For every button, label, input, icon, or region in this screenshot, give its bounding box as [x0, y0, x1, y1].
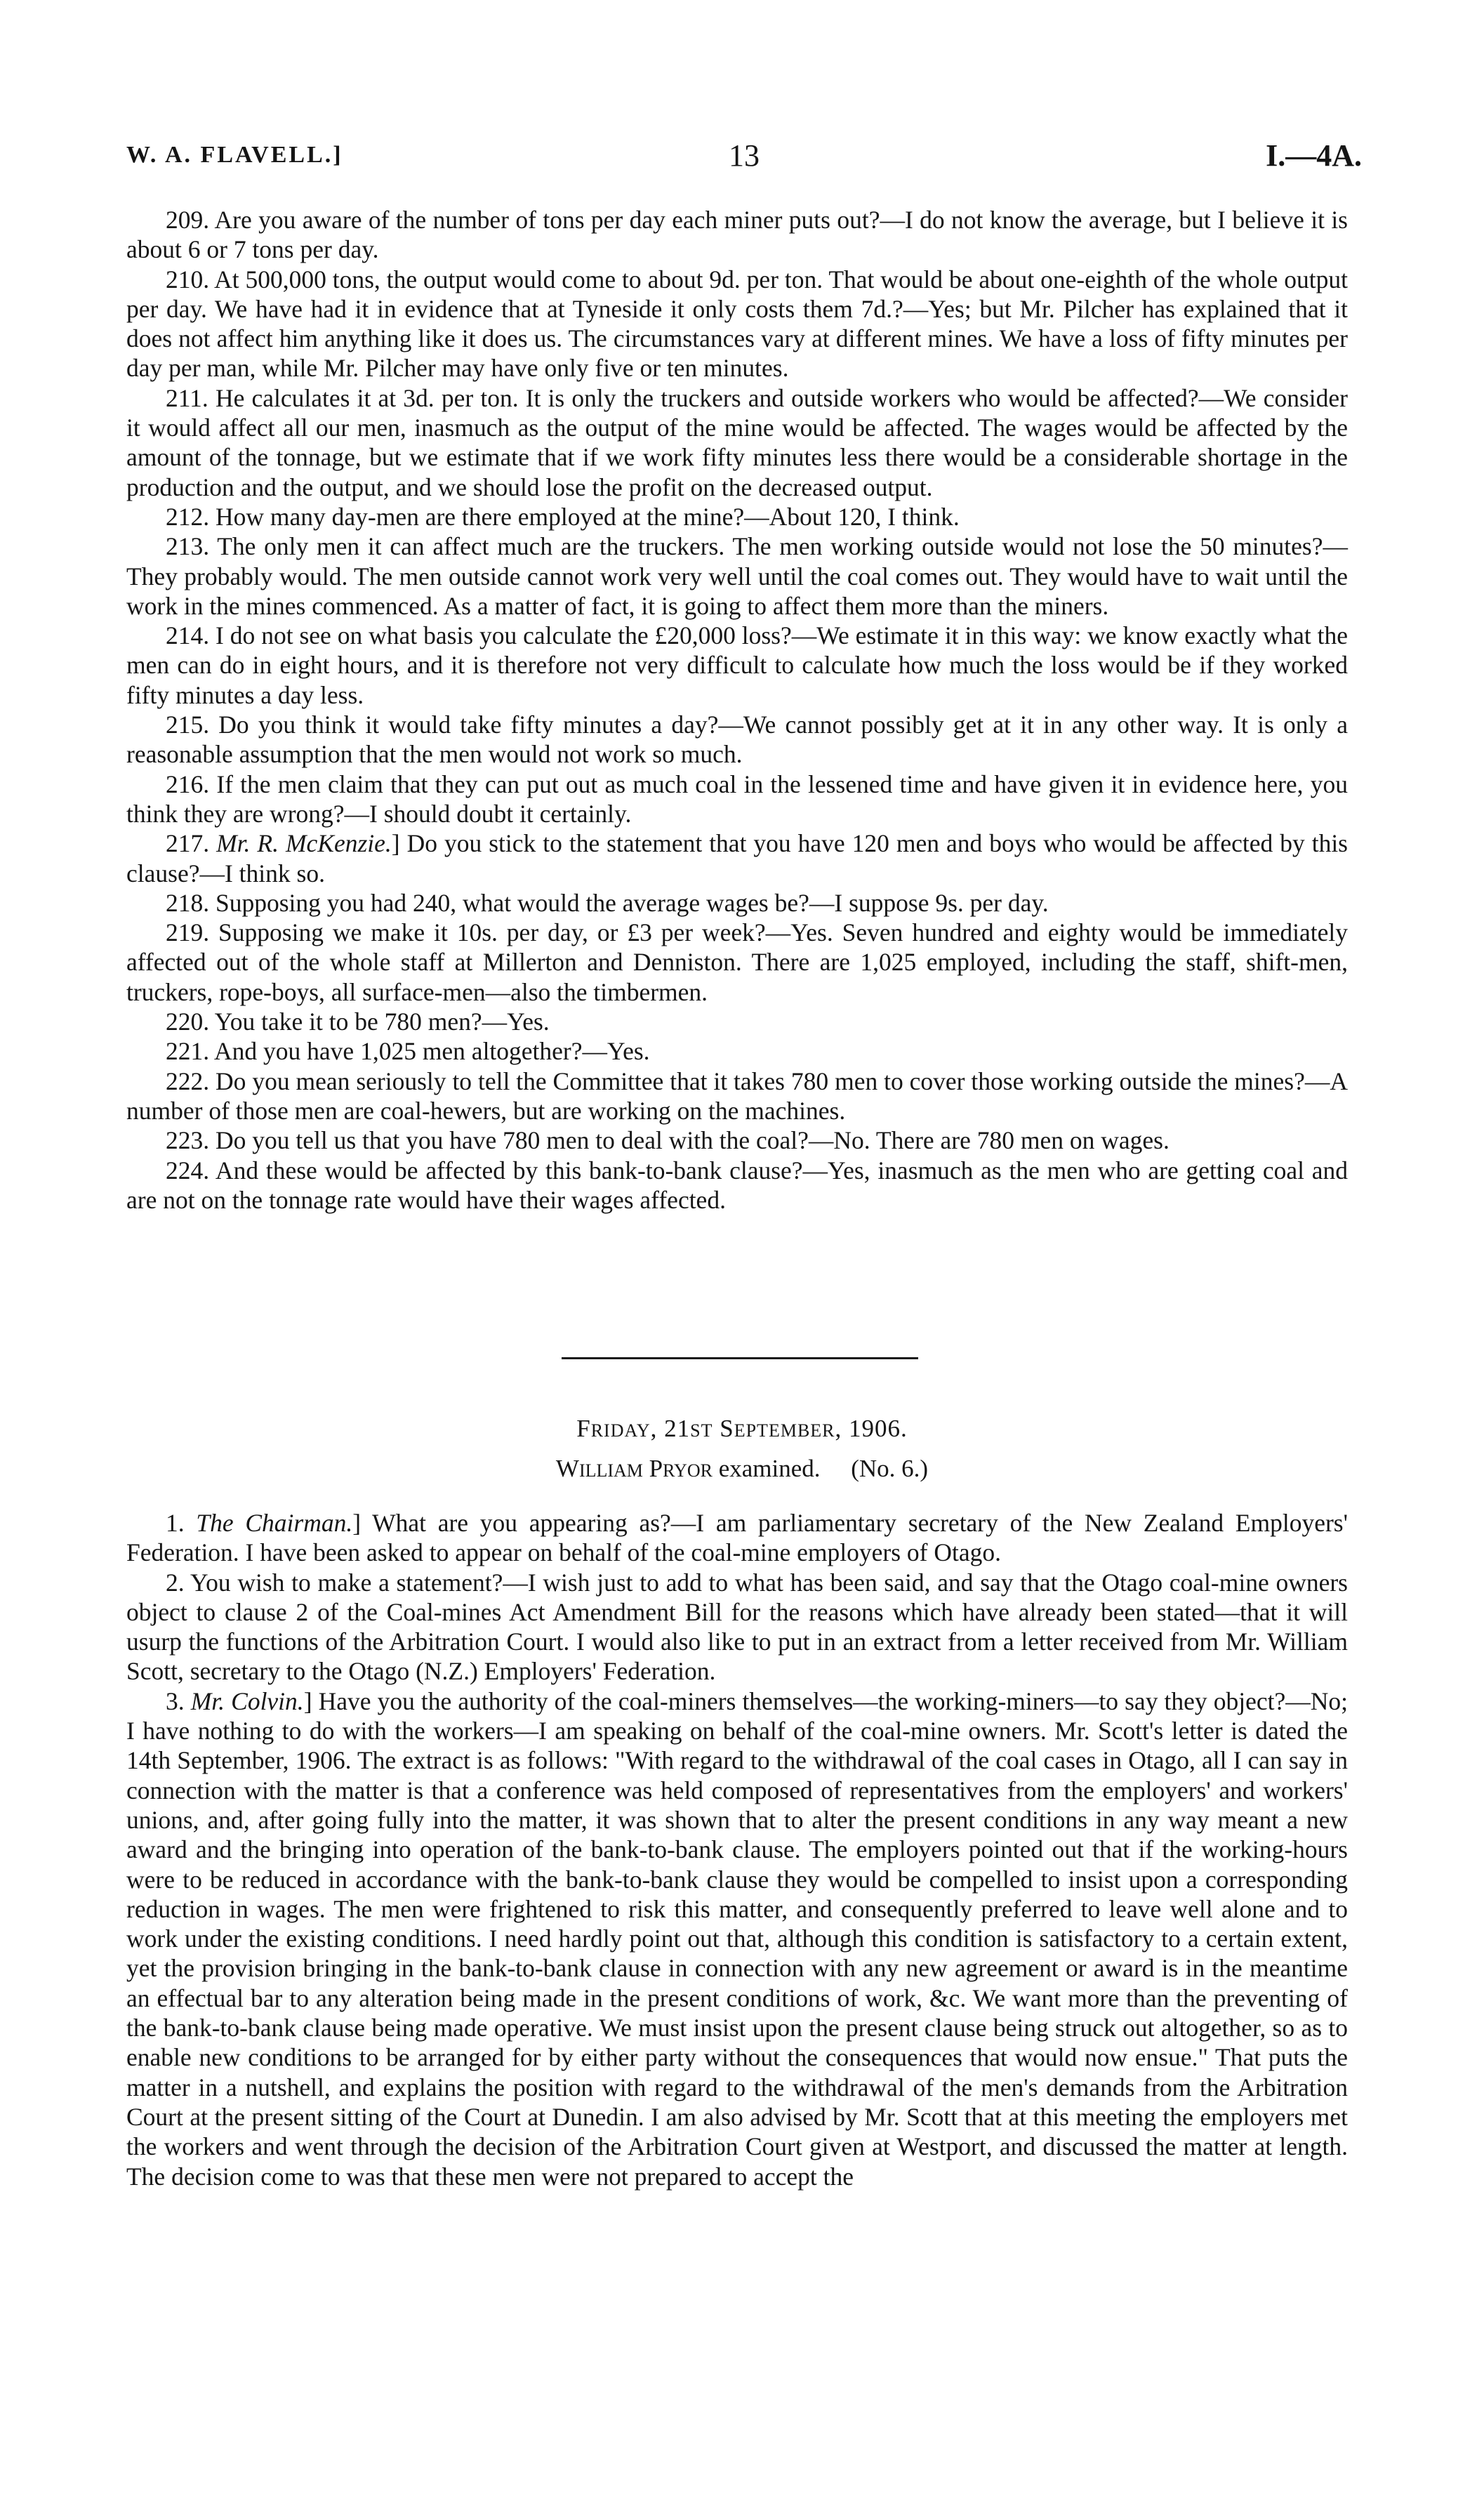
question-215: 215. Do you think it would take fifty minutes a day?—We cannot possibly get at it in any other way. It is only a reasonable assumption that the men would not work so much.: [126, 711, 1348, 769]
question-210: 210. At 500,000 tons, the output would come to about 9d. per ton. That would be about one-eighth of the whole output per day. We have had it in evidence that at Tyneside it only costs them 7d.?—Yes; but Mr. Pilcher has explained that it does not affect him anything like it does us. The circumstances vary at different mines. We have a loss of fifty minutes per day per man, while Mr. Pilcher may have only five or ten minutes.: [126, 265, 1348, 383]
speaker-name: Mr. Colvin.: [190, 1686, 304, 1715]
section-divider: [562, 1357, 918, 1359]
question-218: 218. Supposing you had 240, what would the average wages be?—I suppose 9s. per day.: [166, 888, 1049, 917]
question-219: 219. Supposing we make it 10s. per day, or £3 per week?—Yes. Seven hundred and eighty would be immediately affected out of the whole staff at Millerton and Denniston. There are 1,025 employed, including the staff, shift-men, truckers, rope-boys, all surface-men—also the timbermen.: [126, 918, 1348, 1006]
question-2: 2. You wish to make a statement?—I wish just to add to what has been said, and say that the Otago coal-mine owners object to clause 2 of the Coal-mines Act Amendment Bill for the reasons which have already been stated—that it will usurp the functions of the Arbitration Court. I would also like to put in an extract from a letter received from Mr. William Scott, secretary to the Otago (N.Z.) Employers' Federation.: [126, 1568, 1348, 1686]
question-text: ] Have you the authority of the coal-miners themselves—the working-miners—to say they object?—No; I have nothing to do with the workers—I am speaking on behalf of the coal-mine owners. Mr. Scott's letter is dated the 14th September, 1906. The extract is as follows: "With regard to the withdrawal of the coal cases in Otago, all I can say in connection with the matter is that a conference was held composed of representatives from the employers' and workers' unions, and, after going fully into the matter, it was shown that to alter the present conditions in any way meant a new award and the bringing into operation of the bank-to-bank clause. The employers pointed out that if the working-hours were to be reduced in accordance with the bank-to-bank clause they would be compelled to insist upon a corresponding reduction in wages. The men were frightened to risk this matter, and consequently preferred to leave well alone and to work under the existing conditions. I need hardly point out that, although this condition is satisfactory to a certain extent, yet the provision bringing in the bank-to-bank clause in connection with any new agreement or award is in the meantime an effectual bar to any alteration being made in the present conditions of work, &c. We want more than the preventing of the bank-to-bank clause being made operative. We must insist upon the present clause being struck out altogether, so as to enable new conditions to be arranged for by either party without the consequences that would now ensue." That puts the matter in a nutshell, and explains the position with regard to the withdrawal of the men's demands from the Arbitration Court at the present sitting of the Court at Dunedin. I am also advised by Mr. Scott that at this meeting the employers met the workers and went through the decision of the Arbitration Court given at Westport, and discussed the matter at length. The decision come to was that these men were not prepared to accept the: [126, 1686, 1348, 2191]
date-part: EPTEMBER: [734, 1420, 835, 1441]
date-part: , 21: [650, 1415, 691, 1442]
question-220: 220. You take it to be 780 men?—Yes.: [166, 1008, 550, 1036]
question-221: 221. And you have 1,025 men altogether?—Yes.: [166, 1037, 650, 1066]
page-number: 13: [729, 138, 760, 173]
witness-part: examined. (No. 6.): [712, 1455, 929, 1482]
question-text: ] Do you stick to the statement that you have 120 men and boys who would be affected by this clause?—I think so.: [126, 829, 1348, 887]
question-1: [126, 1508, 1348, 1568]
question-number: 3.: [166, 1686, 191, 1715]
question-214: 214. I do not see on what basis you calculate the £20,000 loss?—We estimate it in this way: we know exactly what the men can do in eight hours, and it is therefore not very difficult to calculate how much the loss would be if they worked fifty minutes a day less.: [126, 621, 1348, 709]
evidence-section-pryor: [126, 1508, 1348, 2191]
question-209: 209. Are you aware of the number of tons per day each miner puts out?—I do not know the average, but I believe it is about 6 or 7 tons per day.: [126, 206, 1348, 264]
header-witness-name: W. A. FLAVELL.]: [126, 142, 343, 168]
question-223: 223. Do you tell us that you have 780 men to deal with the coal?—No. There are 780 men on wages.: [166, 1126, 1170, 1155]
question-217: [126, 828, 1348, 888]
date-part: , 1906.: [835, 1415, 908, 1442]
witness-part: W: [555, 1455, 579, 1482]
question-212: 212. How many day-men are there employed at the mine?—About 120, I think.: [166, 502, 960, 531]
question-216: 216. If the men claim that they can put out as much coal in the lessened time and have given it in evidence here, you think they are wrong?—I should doubt it certainly.: [126, 770, 1348, 828]
question-3: [126, 1686, 1348, 2191]
date-part: RIDAY: [590, 1420, 651, 1441]
witness-part: RYOR: [663, 1460, 713, 1481]
speaker-name: Mr. R. McKenzie.: [216, 829, 392, 858]
page-header: [126, 138, 1362, 180]
witness-part: ILLIAM: [578, 1460, 643, 1481]
question-number: 1.: [166, 1509, 197, 1537]
date-part: ST: [690, 1420, 713, 1441]
date-part: S: [713, 1415, 734, 1442]
witness-part: P: [642, 1455, 663, 1482]
date-part: F: [576, 1415, 591, 1442]
question-number: 217.: [166, 829, 217, 858]
evidence-section-flavell: [126, 205, 1348, 1215]
question-213: 213. The only men it can affect much are the truckers. The men working outside would not lose the 50 minutes?—They probably would. The men outside cannot work very well until the coal comes out. They would have to wait until the work in the mines commenced. As a matter of fact, it is going to affect them more than the miners.: [126, 532, 1348, 620]
document-reference: I.—4A.: [1266, 138, 1362, 173]
speaker-name: The Chairman.: [196, 1509, 353, 1537]
question-text: ] What are you appearing as?—I am parliamentary secretary of the New Zealand Employers' Federation. I have been asked to appear on behalf of the coal-mine employers of Otago.: [126, 1509, 1349, 1567]
session-date-heading: [0, 1415, 1484, 1443]
question-222: 222. Do you mean seriously to tell the Committee that it takes 780 men to cover those working outside the mines?—A number of those men are coal-hewers, but are working on the machines.: [126, 1067, 1348, 1125]
question-211: 211. He calculates it at 3d. per ton. It is only the truckers and outside workers who would be affected?—We consider it would affect all our men, inasmuch as the output of the mine would be affected. The wages would be affected by the amount of the tonnage, but we estimate that if we work fifty minutes less there would be a considerable shortage in the production and the output, and we should lose the profit on the decreased output.: [126, 383, 1348, 501]
question-224: 224. And these would be affected by this bank-to-bank clause?—Yes, inasmuch as the men who are getting coal and are not on the tonnage rate would have their wages affected.: [126, 1156, 1348, 1214]
witness-heading: [0, 1455, 1484, 1483]
